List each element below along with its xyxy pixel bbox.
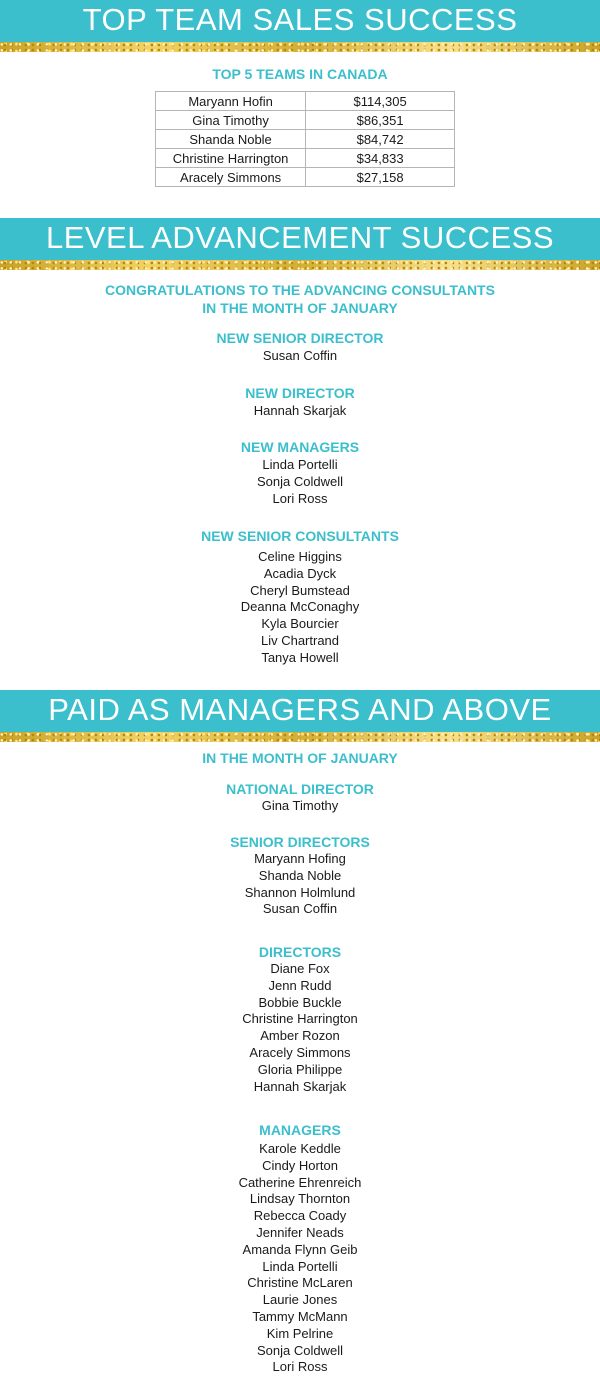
team-name: Gina Timothy <box>156 111 306 130</box>
list-item: Deanna McConaghy <box>240 599 360 615</box>
new-director-list <box>0 403 600 420</box>
advancement-title: LEVEL ADVANCEMENT SUCCESS <box>45 220 555 255</box>
list-item: Linda Portelli <box>262 1258 338 1274</box>
new-senior-consultants-heading: NEW SENIOR CONSULTANTS <box>201 528 399 544</box>
list-item: Susan Coffin <box>262 901 338 917</box>
senior-directors-heading: SENIOR DIRECTORS <box>230 834 370 850</box>
table-row <box>156 111 455 130</box>
top-sales-banner <box>0 0 600 52</box>
list-item: Gina Timothy <box>261 798 339 813</box>
list-item: Tammy McMann <box>252 1308 348 1324</box>
team-name: Aracely Simmons <box>156 168 306 187</box>
advancement-intro-line2: IN THE MONTH OF JANUARY <box>202 300 398 316</box>
table-row <box>156 149 455 168</box>
list-item: Maryann Hofing <box>254 851 346 866</box>
list-item: Amber Rozon <box>260 1028 340 1044</box>
list-item: Jennifer Neads <box>256 1224 344 1240</box>
table-row <box>156 168 455 187</box>
list-item: Laurie Jones <box>262 1292 338 1308</box>
list-item: Christine Harrington <box>242 1011 358 1027</box>
managers-heading: MANAGERS <box>259 1122 341 1138</box>
team-name: Shanda Noble <box>156 130 306 149</box>
list-item: Amanda Flynn Geib <box>242 1241 358 1257</box>
team-sales: $34,833 <box>306 149 455 168</box>
paid-banner <box>0 690 600 742</box>
national-director-list <box>0 798 600 815</box>
senior-directors-list <box>0 851 600 918</box>
list-item: Hannah Skarjak <box>253 1078 347 1094</box>
list-item: Tanya Howell <box>261 649 339 665</box>
paid-intro: IN THE MONTH OF JANUARY <box>202 750 398 766</box>
table-row <box>156 130 455 149</box>
list-item: Karole Keddle <box>259 1141 341 1156</box>
gold-glitter-divider <box>0 260 600 270</box>
list-item: Celine Higgins <box>258 549 342 564</box>
list-item: Liv Chartrand <box>260 632 340 648</box>
team-sales: $84,742 <box>306 130 455 149</box>
paid-title: PAID AS MANAGERS AND ABOVE <box>48 692 552 727</box>
directors-heading: DIRECTORS <box>258 944 342 960</box>
team-sales: $86,351 <box>306 111 455 130</box>
list-item: Susan Coffin <box>262 348 338 363</box>
list-item: Sonja Coldwell <box>257 473 343 489</box>
team-name: Christine Harrington <box>156 149 306 168</box>
list-item: Shannon Holmlund <box>244 884 356 900</box>
new-senior-director-heading: NEW SENIOR DIRECTOR <box>216 330 384 346</box>
list-item: Lori Ross <box>272 490 328 506</box>
gold-glitter-divider <box>0 732 600 742</box>
list-item: Kyla Bourcier <box>261 616 339 632</box>
managers-list <box>0 1141 600 1376</box>
list-item: Bobbie Buckle <box>258 994 342 1010</box>
list-item: Lindsay Thornton <box>249 1191 351 1207</box>
new-senior-consultants-list <box>0 549 600 667</box>
top-sales-title: TOP TEAM SALES SUCCESS <box>82 2 518 37</box>
new-senior-director-list <box>0 348 600 365</box>
list-item: Catherine Ehrenreich <box>238 1174 362 1190</box>
list-item: Gloria Philippe <box>257 1061 343 1077</box>
list-item: Acadia Dyck <box>263 565 337 581</box>
new-director-heading: NEW DIRECTOR <box>245 385 355 401</box>
list-item: Sonja Coldwell <box>257 1342 343 1358</box>
list-item: Lori Ross <box>272 1359 328 1375</box>
table-row <box>156 92 455 111</box>
advancement-banner <box>0 218 600 270</box>
list-item: Cindy Horton <box>262 1157 338 1173</box>
list-item: Shanda Noble <box>258 867 342 883</box>
advancement-intro-line1: CONGRATULATIONS TO THE ADVANCING CONSULTANTS <box>105 282 495 298</box>
directors-list <box>0 961 600 1095</box>
team-sales: $114,305 <box>306 92 455 111</box>
list-item: Rebecca Coady <box>253 1208 347 1224</box>
national-director-heading: NATIONAL DIRECTOR <box>226 781 374 797</box>
list-item: Cheryl Bumstead <box>250 582 350 598</box>
gold-glitter-divider <box>0 42 600 52</box>
team-name: Maryann Hofin <box>156 92 306 111</box>
top-teams-heading: TOP 5 TEAMS IN CANADA <box>212 66 388 82</box>
list-item: Christine McLaren <box>247 1275 353 1291</box>
list-item: Jenn Rudd <box>268 977 332 993</box>
team-sales: $27,158 <box>306 168 455 187</box>
list-item: Kim Pelrine <box>266 1325 334 1341</box>
list-item: Diane Fox <box>270 961 330 976</box>
list-item: Hannah Skarjak <box>253 403 347 418</box>
list-item: Linda Portelli <box>262 457 338 472</box>
list-item: Aracely Simmons <box>249 1044 351 1060</box>
new-managers-list <box>0 457 600 507</box>
top-teams-table <box>155 91 455 187</box>
new-managers-heading: NEW MANAGERS <box>240 439 360 455</box>
